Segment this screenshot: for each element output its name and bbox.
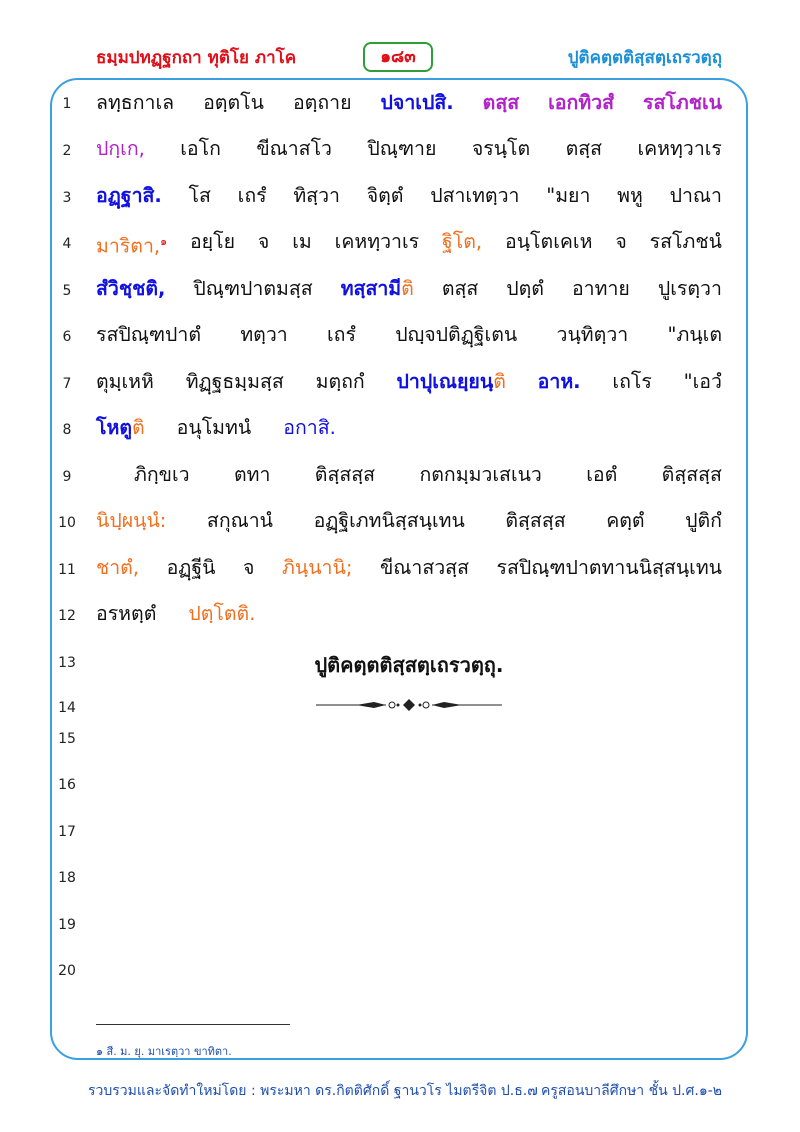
word: ติสฺสสฺส <box>314 463 376 486</box>
word: อนุโมทนํ <box>176 416 252 439</box>
word-highlight-blue: อาห. <box>537 370 581 393</box>
word: เอโก <box>180 137 221 160</box>
text-line-8 <box>96 415 722 441</box>
word: อตฺตโน <box>203 91 264 114</box>
word-highlight-orange: นิปฺผนฺนํ: <box>96 509 167 532</box>
word-highlight-orange: มาริตา,$^๑$ <box>96 234 168 258</box>
line-number: 3 <box>62 190 72 206</box>
text-line-3 <box>96 183 722 209</box>
word: ปูเรตฺวา <box>657 277 722 300</box>
text-line-5 <box>96 276 722 302</box>
text-line-1 <box>96 90 722 116</box>
line-number: 15 <box>58 731 76 747</box>
word: จ <box>615 230 627 253</box>
line-number: 6 <box>62 329 72 345</box>
line-number: 7 <box>62 376 72 392</box>
word-highlight-purple: เอกทิวสํ <box>548 91 615 114</box>
word-highlight-blue: ปาปุเณยฺยนฺติ <box>396 370 506 393</box>
word-highlight-orange: ชาตํ, <box>96 556 140 579</box>
word: อฏฺฐิเภทนิสฺสนฺเทน <box>313 509 465 532</box>
text-line-4 <box>96 229 722 260</box>
word: ตุมฺเหหิ <box>96 370 154 393</box>
word: กตกมฺมวเสเนว <box>419 463 542 486</box>
header-right-title: ปูติคตฺตติสฺสตฺเถรวตฺถุ <box>567 48 722 68</box>
word: ลทฺธกาเล <box>96 91 175 114</box>
word: คตฺตํ <box>606 509 645 532</box>
word: อนฺโตเคเห <box>505 230 593 253</box>
line-number: 17 <box>58 824 76 840</box>
story-end-title: ปูติคตฺตติสฺสตฺเถรวตฺถุ. <box>314 653 504 677</box>
line-number: 10 <box>58 515 76 531</box>
word: ปสาเทตฺวา <box>430 184 520 207</box>
word: รสปิณฺฑปาตํ <box>96 323 202 346</box>
word-highlight-blue: อกาสิ. <box>283 416 336 439</box>
footer-course: ครูสอนบาลีศึกษา ชั้น ป.ศ.๑-๒ <box>540 1083 722 1099</box>
footer-credit: รวบรวมและจัดทำใหม่โดย : พระมหา ดร.กิตติศักดิ์ ฐานวโร ไมตรีจิต ป.ธ.๗ <box>88 1083 538 1099</box>
word: วนฺทิตฺวา <box>556 323 629 346</box>
word: เถโร <box>612 370 652 393</box>
word: "เอวํ <box>683 370 722 393</box>
line-number: 2 <box>62 143 72 159</box>
word: เถรํ <box>237 184 267 207</box>
word: ตสฺส <box>565 137 603 160</box>
line-number: 18 <box>58 870 76 886</box>
word: ทิสฺวา <box>293 184 340 207</box>
text-line-11 <box>96 555 722 581</box>
line-number: 20 <box>58 963 76 979</box>
line-number: 4 <box>62 236 72 252</box>
line-number: 19 <box>58 917 76 933</box>
line-number: 5 <box>62 283 72 299</box>
text-line-12 <box>96 601 722 627</box>
word: เอตํ <box>586 463 618 486</box>
ornament-divider-icon <box>316 696 502 714</box>
word: โส <box>188 184 211 207</box>
line-number: 16 <box>58 777 76 793</box>
text-line-7 <box>96 369 722 395</box>
line-number: 13 <box>58 655 76 671</box>
footnote-ref: ๑ <box>160 235 168 248</box>
word: ปญฺจปติฏฺฐิเตน <box>395 323 518 346</box>
word: "มยา <box>546 184 591 207</box>
word: เคหทฺวาเร <box>334 230 420 253</box>
word: ปตฺตํ <box>506 277 544 300</box>
line-number: 14 <box>58 700 76 716</box>
word: ตทา <box>233 463 271 486</box>
word-highlight-blue: สํวิชฺชติ, <box>96 277 166 300</box>
text-line-10 <box>96 508 722 534</box>
word: อฏฺฐีนิ <box>166 556 216 579</box>
word: ติสฺสสฺส <box>661 463 722 486</box>
word: สกุณานํ <box>206 509 274 532</box>
word-highlight-blue: ปจาเปสิ. <box>380 91 454 114</box>
word: รสโภชนํ <box>649 230 722 253</box>
word-highlight-orange: ปตฺโตติ. <box>188 602 256 625</box>
word: รสปิณฺฑปาตทานนิสฺสนฺเทน <box>496 556 722 579</box>
word: เถรํ <box>327 323 356 346</box>
footnote-rule <box>96 1024 290 1025</box>
word: เคหทฺวาเร <box>637 137 722 160</box>
word: จ <box>243 556 255 579</box>
word-highlight-orange: ภินฺนานิ; <box>282 556 353 579</box>
word: "ภนฺเต <box>667 323 722 346</box>
line-number: 1 <box>62 96 72 112</box>
line-number: 8 <box>62 422 72 438</box>
word: ปิณฺฑปาตมสฺส <box>193 277 313 300</box>
word: จิตฺตํ <box>366 184 404 207</box>
word: อยฺโย <box>189 230 236 253</box>
word: ปูติกํ <box>685 509 722 532</box>
word: จ <box>257 230 270 253</box>
text-line-2 <box>96 136 722 162</box>
page-number-badge: ๑๘๓ <box>363 42 433 72</box>
footnote-text: ๑ สี. ม. ยุ. มาเรตฺวา ขาทิตา. <box>96 1045 232 1058</box>
word: อรหตฺตํ <box>96 602 157 625</box>
word-highlight-blue: โหตูติ <box>96 416 145 439</box>
word: ภิกฺขเว <box>134 463 190 486</box>
word-highlight-blue: ทสฺสามีติ <box>340 277 414 300</box>
line-number: 11 <box>58 562 76 578</box>
word: ติสฺสสฺส <box>505 509 566 532</box>
line-number: 9 <box>62 469 72 485</box>
line-number: 12 <box>58 608 76 624</box>
word: เม <box>292 230 312 253</box>
word-highlight-blue: อฏฺฐาสิ. <box>96 184 162 207</box>
text-line-9 <box>96 462 722 488</box>
word: ตสฺส <box>441 277 479 300</box>
word: จรนฺโต <box>471 137 531 160</box>
word: ขีณาสโว <box>256 137 333 160</box>
word: มตฺถกํ <box>315 370 365 393</box>
word: ปิณฺฑาย <box>367 137 437 160</box>
header-left-title: ธมฺมปทฏฺฐกถา ทุติโย ภาโค <box>96 48 297 68</box>
word: ทตฺวา <box>240 323 288 346</box>
word: ขีณาสวสฺส <box>379 556 469 579</box>
word-highlight-orange: ฐิโต, <box>442 230 483 253</box>
word: พหู <box>617 184 643 207</box>
word: ทิฏฺฐธมฺมสฺส <box>185 370 284 393</box>
word-highlight-purple: ตสฺส <box>482 91 520 114</box>
word: อาทาย <box>571 277 630 300</box>
text-line-6 <box>96 322 722 348</box>
word-highlight-purple: ปกฺเก, <box>96 137 145 160</box>
word: ปาณา <box>669 184 722 207</box>
word: อตฺถาย <box>292 91 352 114</box>
word-highlight-purple: รสโภชเน <box>643 91 722 114</box>
